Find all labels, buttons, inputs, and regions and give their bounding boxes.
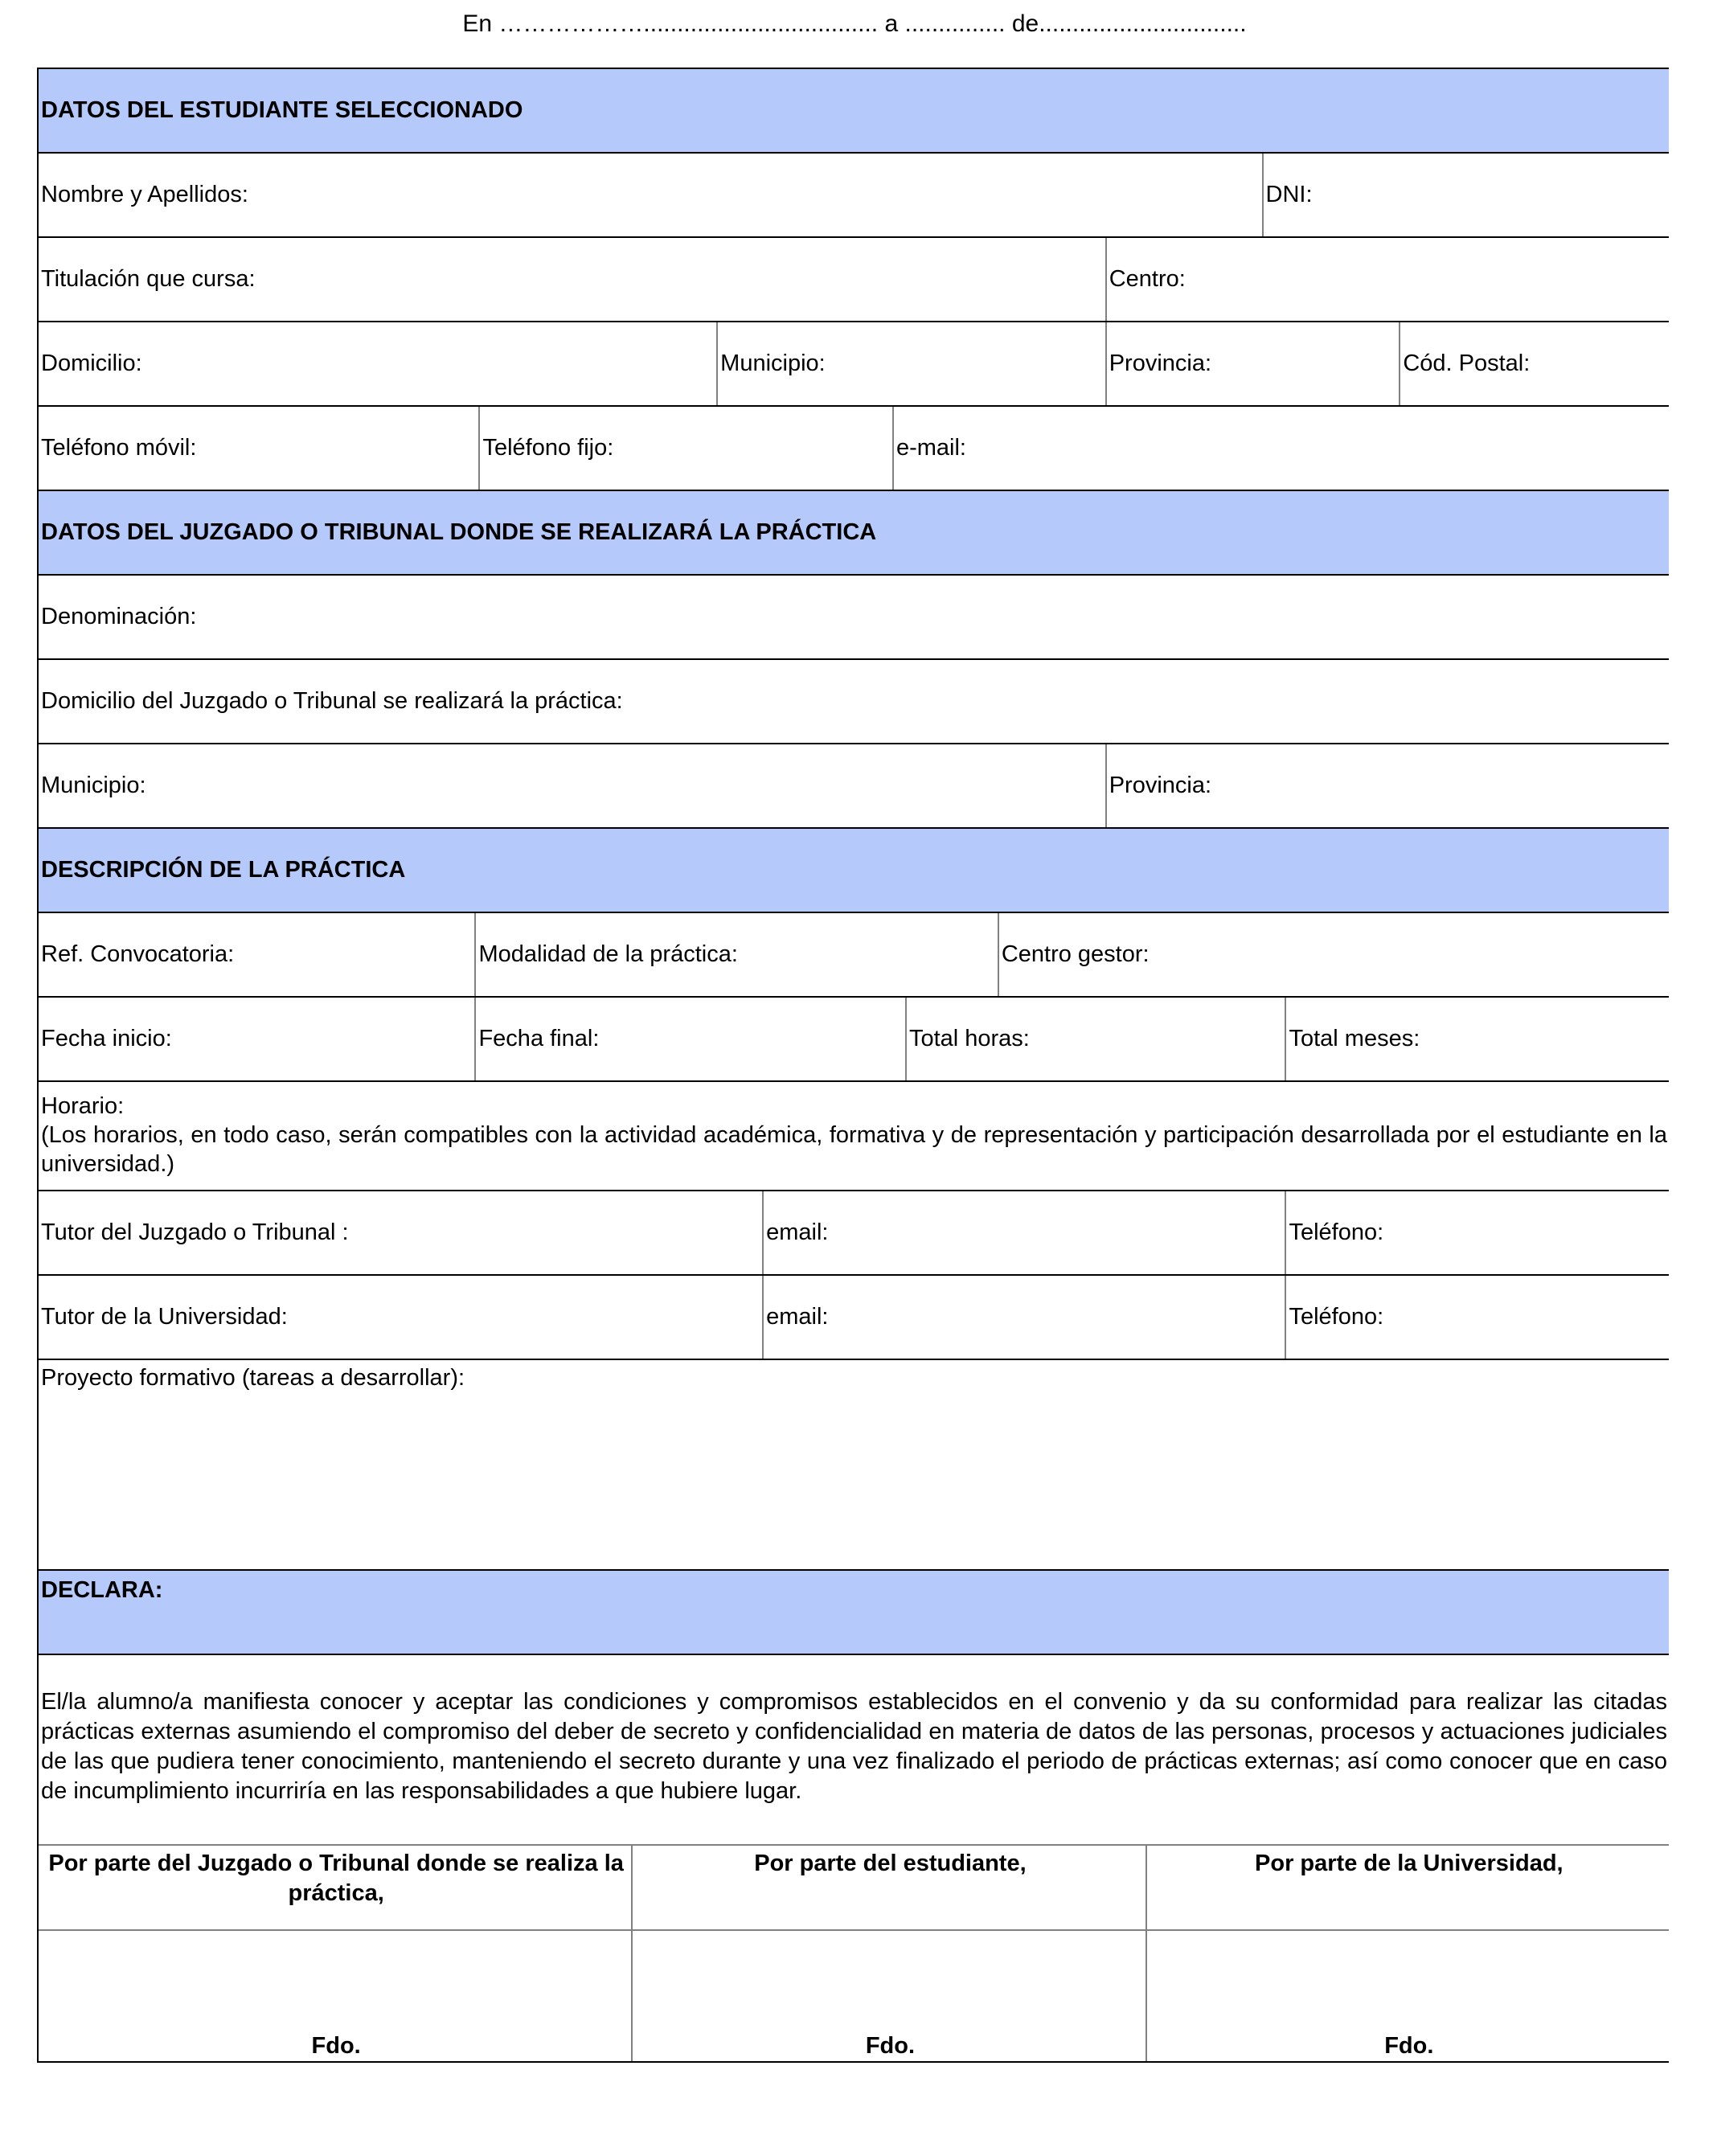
tutor-juzgado-email-field[interactable]: email: (764, 1191, 1286, 1274)
titulacion-field[interactable]: Titulación que cursa: (39, 238, 1107, 321)
nombre-field[interactable]: Nombre y Apellidos: (39, 154, 1264, 236)
student-row-address (39, 322, 1669, 407)
practice-row-ref (39, 913, 1669, 998)
section-header-practice (39, 829, 1669, 913)
denominacion-field[interactable]: Denominación: (41, 604, 197, 629)
signature-juzgado-box[interactable]: Fdo. (39, 1931, 633, 2061)
signature-estudiante-box[interactable]: Fdo. (633, 1931, 1146, 2061)
court-row-denominacion (39, 576, 1669, 660)
total-horas-field[interactable]: Total horas: (907, 998, 1287, 1080)
practice-agreement-form (37, 68, 1669, 2063)
court-row-location (39, 744, 1669, 829)
tutor-universidad-email-field[interactable]: email: (764, 1276, 1286, 1359)
centro-field[interactable]: Centro: (1109, 266, 1186, 292)
signature-juzgado-label: Por parte del Juzgado o Tribunal donde se realiza la práctica, (39, 1846, 633, 1929)
section-title: DECLARA: (39, 1571, 1669, 1654)
signature-header-row (39, 1846, 1669, 1931)
court-municipio-field[interactable]: Municipio: (39, 744, 1107, 827)
student-row-titulacion (39, 238, 1669, 322)
tutor-universidad-field[interactable]: Tutor de la Universidad: (39, 1276, 764, 1359)
date-place-line: En ………………................................... a ............... de............................... (462, 10, 1247, 37)
practice-row-horario (39, 1082, 1669, 1191)
cod-postal-field[interactable]: Cód. Postal: (1403, 350, 1531, 376)
dni-field[interactable]: DNI: (1265, 182, 1313, 207)
provincia-field[interactable]: Provincia: (1107, 322, 1401, 405)
section-header-declara (39, 1571, 1669, 1655)
horario-label: Horario: (41, 1093, 125, 1119)
horario-note: (Los horarios, en todo caso, serán compatibles con la actividad académica, formativa y de representación y participación desarrollada por el estudiante en la universidad.) (41, 1122, 1667, 1177)
modalidad-field[interactable]: Modalidad de la práctica: (476, 913, 998, 996)
practice-row-dates (39, 998, 1669, 1082)
municipio-field[interactable]: Municipio: (718, 322, 1107, 405)
section-title: DESCRIPCIÓN DE LA PRÁCTICA (39, 829, 1669, 912)
declaration-row (39, 1655, 1669, 1846)
total-meses-field[interactable]: Total meses: (1289, 1026, 1420, 1051)
court-provincia-field[interactable]: Provincia: (1109, 773, 1212, 798)
proyecto-formativo-field[interactable]: Proyecto formativo (tareas a desarrollar): (41, 1365, 465, 1391)
section-title: DATOS DEL JUZGADO O TRIBUNAL DONDE SE REALIZARÁ LA PRÁCTICA (39, 491, 1669, 574)
section-title: DATOS DEL ESTUDIANTE SELECCIONADO (39, 69, 1669, 152)
fecha-inicio-field[interactable]: Fecha inicio: (39, 998, 476, 1080)
telefono-fijo-field[interactable]: Teléfono fijo: (480, 407, 894, 490)
court-domicilio-field[interactable]: Domicilio del Juzgado o Tribunal se realizará la práctica: (41, 688, 623, 714)
signature-universidad-label: Por parte de la Universidad, (1255, 1851, 1564, 1876)
student-row-contact (39, 407, 1669, 491)
practice-row-tutor-juzgado (39, 1191, 1669, 1276)
domicilio-field[interactable]: Domicilio: (39, 322, 718, 405)
signature-universidad-box[interactable]: Fdo. (1384, 2033, 1434, 2059)
signature-body-row (39, 1931, 1669, 2063)
centro-gestor-field[interactable]: Centro gestor: (1001, 941, 1150, 967)
student-row-name (39, 154, 1669, 238)
practice-row-proyecto (39, 1360, 1669, 1571)
tutor-juzgado-field[interactable]: Tutor del Juzgado o Tribunal : (39, 1191, 764, 1274)
court-row-domicilio (39, 660, 1669, 744)
tutor-juzgado-telefono-field[interactable]: Teléfono: (1289, 1219, 1384, 1245)
telefono-movil-field[interactable]: Teléfono móvil: (39, 407, 480, 490)
tutor-universidad-telefono-field[interactable]: Teléfono: (1289, 1304, 1384, 1330)
practice-row-tutor-universidad (39, 1276, 1669, 1360)
email-field[interactable]: e-mail: (895, 435, 966, 461)
section-header-student (39, 69, 1669, 154)
fecha-final-field[interactable]: Fecha final: (476, 998, 906, 1080)
section-header-court (39, 491, 1669, 576)
signature-estudiante-label: Por parte del estudiante, (633, 1846, 1146, 1929)
horario-field[interactable] (39, 1082, 1669, 1190)
declaration-text: El/la alumno/a manifiesta conocer y aceptar las condiciones y compromisos establecidos en el convenio y da su conformidad para realizar las citadas prácticas externas asumiendo el compromiso del deber de secreto y confidencialidad en materia de datos de las personas, procesos y actuaciones judiciales de las que pudiera tener conocimiento, manteniendo el secreto durante y una vez finalizado el periodo de prácticas externas; así como conocer que en caso de incumplimiento incurriría en las responsabilidades a que hubiere lugar. (41, 1689, 1667, 1804)
ref-convocatoria-field[interactable]: Ref. Convocatoria: (39, 913, 476, 996)
